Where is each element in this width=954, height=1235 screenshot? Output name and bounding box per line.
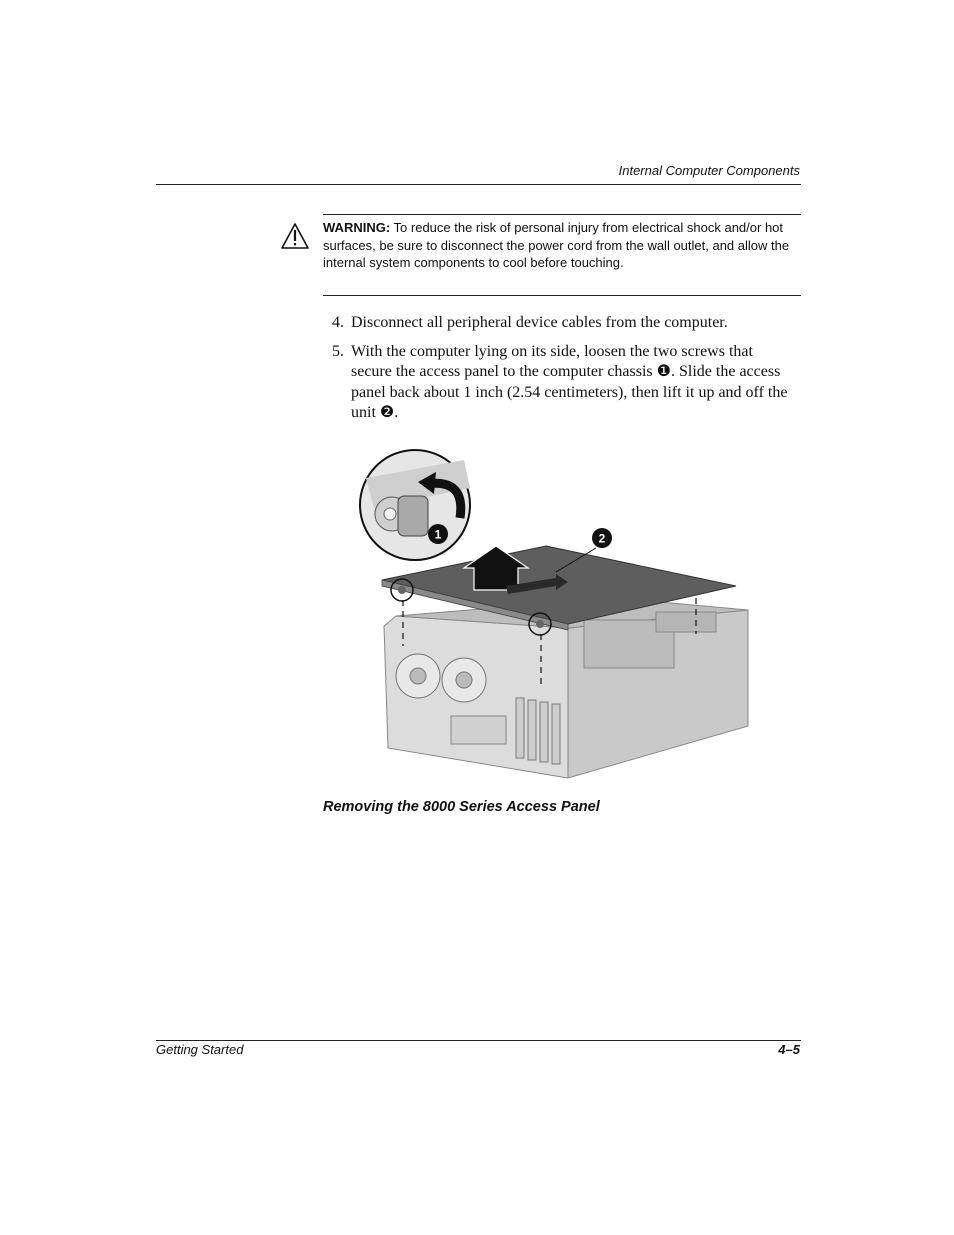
warning-body: To reduce the risk of personal injury from electrical shock and/or hot surfaces, be sure to disconnect the power cord from the wall outlet, and allow the internal system components to cool before touching. [323,220,790,270]
warning-label: WARNING: [323,220,391,235]
step-text: With the computer lying on its side, loosen the two screws that secure the access panel to the computer chassis ❶. Slide the access panel back about 1 inch (2.54 centimeters), then lift it up and off the unit ❷. [351,342,788,421]
running-head: Internal Computer Components [618,163,800,178]
warning-text [323,219,793,272]
footer-rule [156,1040,801,1041]
warning-bottom-rule [323,295,801,296]
thumbscrew-inset [360,450,470,560]
footer-title: Getting Started [156,1042,244,1057]
warning-top-rule [323,214,801,215]
step-text: Disconnect all peripheral device cables from the computer. [351,314,728,331]
callout-1-icon [428,524,448,544]
callout-label: 2 [598,531,606,546]
step-number: 4. [332,314,344,331]
step-number: 5. [332,342,344,360]
access-panel-illustration [356,448,752,788]
warning-triangle-icon [280,222,310,250]
step-item [332,342,794,424]
page-number: 4–5 [778,1042,800,1057]
step-list [332,313,794,432]
step-item [332,313,794,334]
header-rule [156,184,801,185]
figure-caption: Removing the 8000 Series Access Panel [323,799,600,815]
callout-label: 1 [434,527,442,542]
